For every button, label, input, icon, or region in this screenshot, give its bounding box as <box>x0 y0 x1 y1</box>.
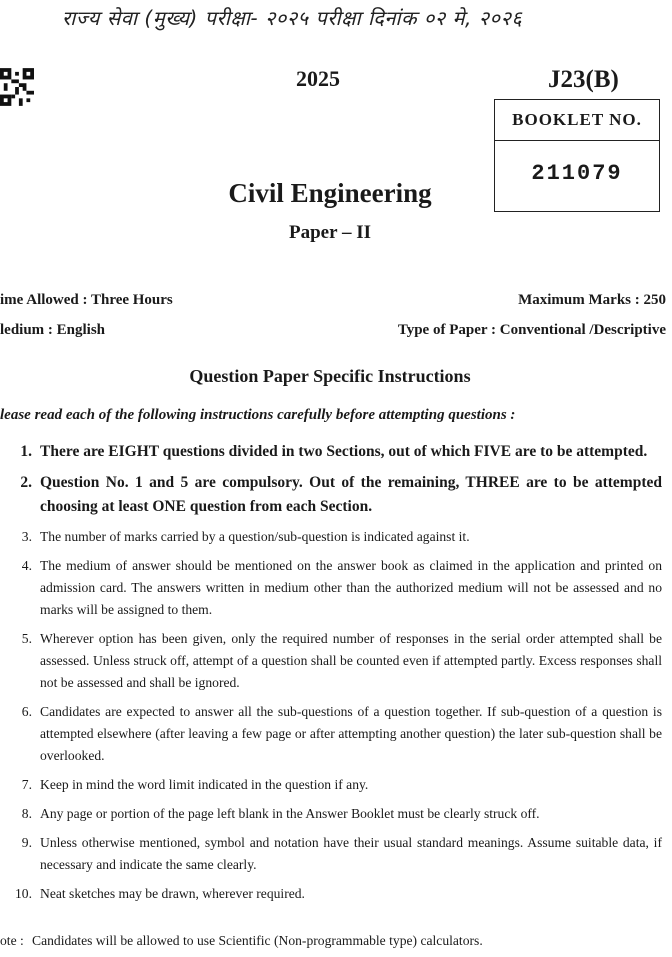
item-number: 7. <box>21 777 32 792</box>
list-item <box>0 774 662 796</box>
list-item <box>0 628 662 694</box>
list-item <box>0 440 662 464</box>
booklet-label: BOOKLET NO. <box>495 100 659 141</box>
instructions-intro: lease read each of the following instructions carefully before attempting questions : <box>0 407 516 423</box>
list-item <box>0 471 662 519</box>
item-number: 3. <box>21 529 32 544</box>
maximum-marks: Maximum Marks : 250 <box>518 292 666 308</box>
item-number: 4. <box>21 558 32 573</box>
item-text: Candidates are expected to answer all the sub-questions of a question together. If sub-question of a question is attempted elsewhere (after leaving a few page or after attempting another question) the later sub-question shall be overlooked. <box>40 704 662 763</box>
item-number: 10. <box>15 886 32 901</box>
note-text: Candidates will be allowed to use Scientific (Non-programmable type) calculators. <box>32 933 483 948</box>
item-text: Unless otherwise mentioned, symbol and notation have their usual standard meanings. Assume suitable data, if necessary and indicate the same clearly. <box>40 835 662 872</box>
time-allowed: ime Allowed : Three Hours <box>0 292 173 308</box>
item-number: 9. <box>21 835 32 850</box>
medium: ledium : English <box>0 322 106 338</box>
item-text: The number of marks carried by a question/sub-question is indicated against it. <box>40 529 470 544</box>
item-number: 1. <box>20 443 32 460</box>
item-text: Wherever option has been given, only the required number of responses in the serial order attempted shall be assessed. Unless struck off, attempt of a question shall be counted even if attempted partly. Excess responses shall not be assessed and shall be ignored. <box>40 631 662 690</box>
item-text: Neat sketches may be drawn, wherever required. <box>40 886 305 901</box>
list-item <box>0 803 662 825</box>
item-text: Any page or portion of the page left blank in the Answer Booklet must be clearly struck off. <box>40 806 540 821</box>
subject-title: Civil Engineering <box>228 178 432 208</box>
item-text: The medium of answer should be mentioned on the answer book as claimed in the application and printed on admission card. The answers written in medium other than the authorized medium will not be assessed and no marks will be assigned to them. <box>40 558 662 617</box>
qr-code-icon <box>0 68 34 106</box>
exam-year: 2025 <box>296 66 340 91</box>
list-item <box>0 701 662 767</box>
item-number: 6. <box>21 704 32 719</box>
list-item <box>0 832 662 876</box>
item-number: 5. <box>21 631 32 646</box>
item-number: 2. <box>20 474 32 491</box>
instructions-heading: Question Paper Specific Instructions <box>189 366 471 386</box>
note-label: ote : <box>0 933 24 948</box>
item-text: Keep in mind the word limit indicated in the question if any. <box>40 777 369 792</box>
list-item <box>0 883 662 905</box>
paper-type: Type of Paper : Conventional /Descriptive <box>397 322 666 338</box>
calculator-note <box>0 931 662 951</box>
handwritten-exam-note: राज्य सेवा (मुख्य) परीक्षा- २०२५ परीक्षा दिनांक ०२ मे, २०२६ <box>62 6 523 30</box>
list-item <box>0 555 662 621</box>
paper-number: Paper – II <box>289 222 371 243</box>
instructions-list <box>0 440 662 912</box>
item-text: There are EIGHT questions divided in two Sections, out of which FIVE are to be attempted. <box>40 443 648 460</box>
list-item <box>0 526 662 548</box>
paper-code: J23(B) <box>548 66 619 93</box>
item-number: 8. <box>21 806 32 821</box>
item-text: Question No. 1 and 5 are compulsory. Out of the remaining, THREE are to be attempted choosing at least ONE question from each Section. <box>40 474 662 515</box>
booklet-number: 211079 <box>531 161 623 186</box>
